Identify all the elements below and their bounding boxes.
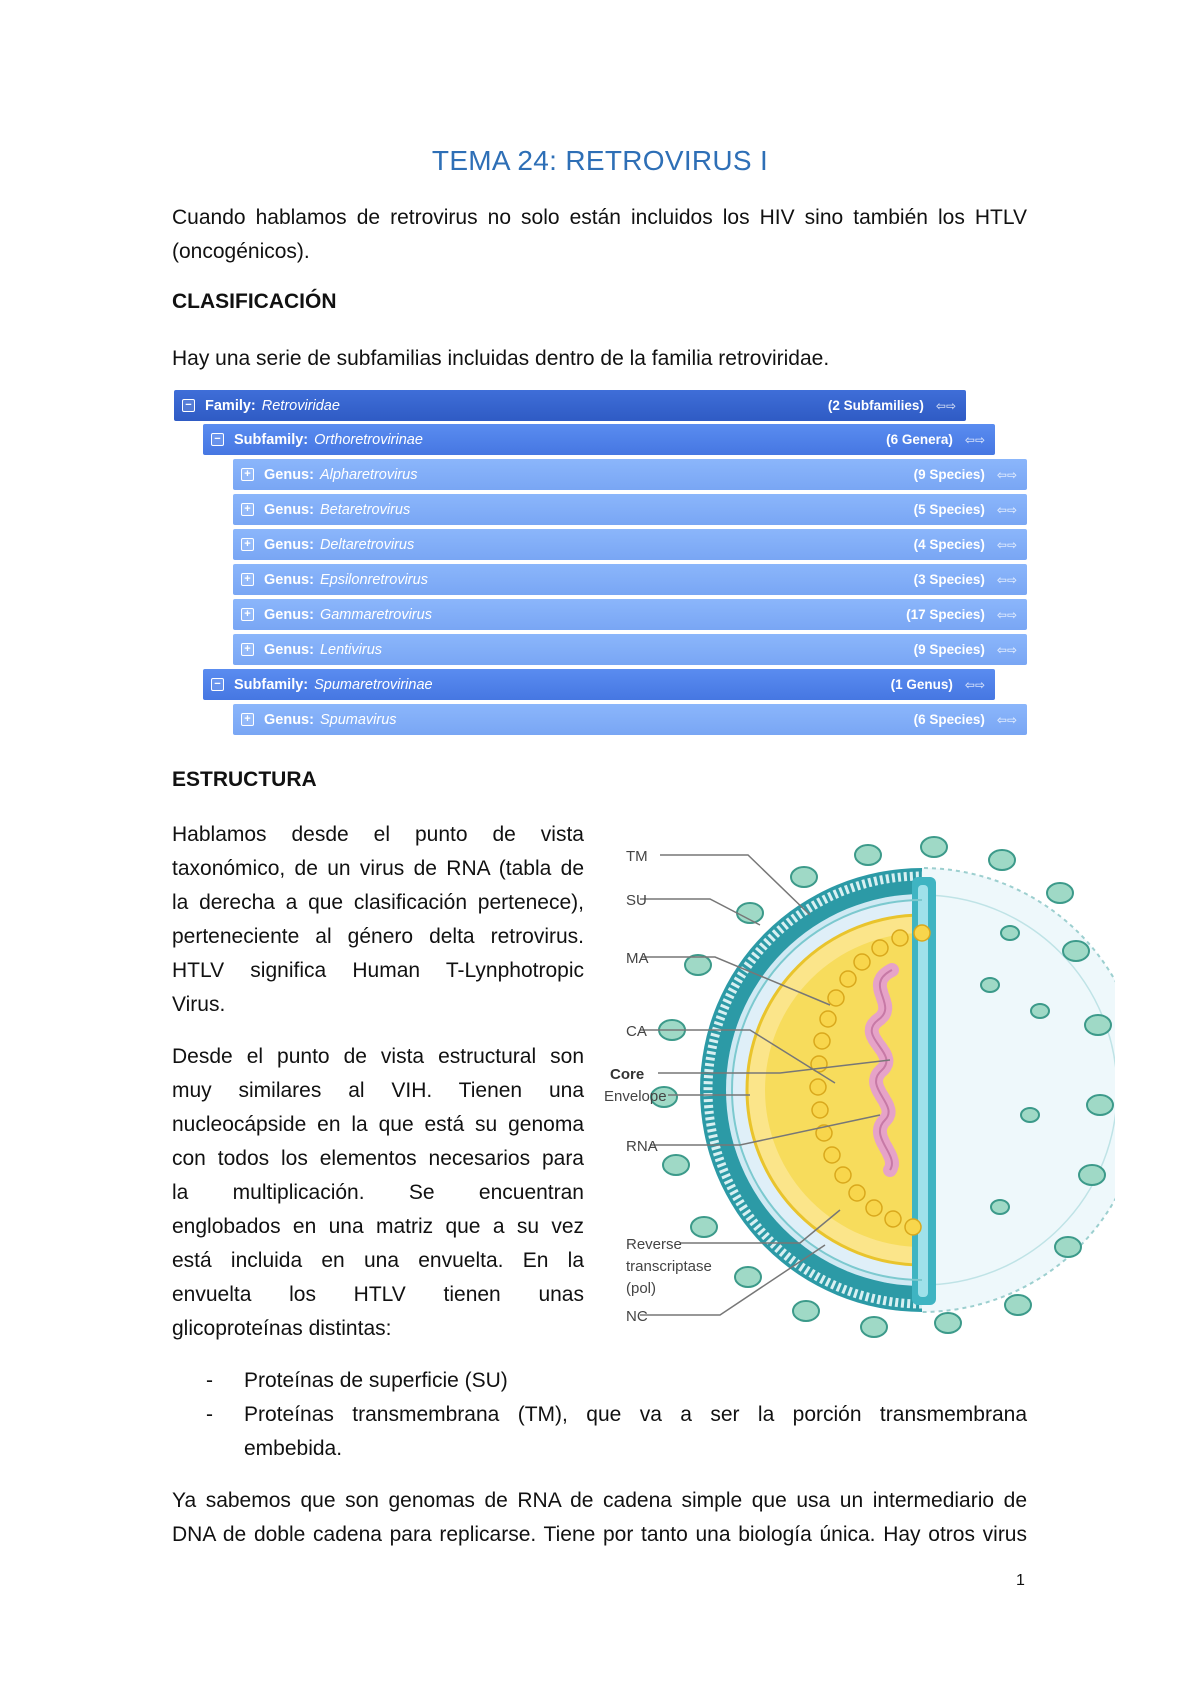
collapse-icon[interactable]: − <box>182 399 195 412</box>
expand-icon[interactable]: + <box>241 608 254 621</box>
rank-label: Genus: <box>264 466 314 483</box>
label-ma: MA <box>626 950 649 967</box>
page-number: 1 <box>1016 1572 1025 1589</box>
taxonomy-row-genus[interactable] <box>233 599 1027 630</box>
estructura-p2-line: está incluida en una envuelta. En la <box>172 1249 584 1272</box>
taxon-name: Lentivirus <box>319 641 383 658</box>
taxon-name: Deltaretrovirus <box>319 536 415 553</box>
rank-label: Genus: <box>264 536 314 553</box>
taxonomy-row-genus[interactable] <box>233 529 1027 560</box>
page-title: TEMA 24: RETROVIRUS I <box>431 145 769 176</box>
expand-icon[interactable]: + <box>241 503 254 516</box>
nav-arrows-icon[interactable]: ⇦⇨ <box>996 572 1017 587</box>
collapse-icon[interactable]: − <box>211 433 224 446</box>
expand-icon[interactable]: + <box>241 538 254 551</box>
rank-label: Subfamily: <box>234 431 309 448</box>
clasificacion-text: Hay una serie de subfamilias incluidas dentro de la familia retroviridae. <box>172 347 830 370</box>
rank-label: Family: <box>205 397 256 414</box>
rank-label: Genus: <box>264 501 314 518</box>
nav-arrows-icon[interactable]: ⇦⇨ <box>964 432 985 447</box>
label-su: SU <box>626 892 647 909</box>
estructura-p2-line: glicoproteínas distintas: <box>172 1317 392 1340</box>
taxonomy-row-subfamily[interactable] <box>203 424 995 455</box>
bullet-text: Proteínas transmembrana (TM), que va a ser la porción transmembrana <box>244 1403 1027 1426</box>
bullet-dash: - <box>206 1369 213 1392</box>
taxon-name: Gammaretrovirus <box>319 606 432 623</box>
label-ca: CA <box>626 1023 647 1040</box>
taxon-count: (9 Species) <box>913 642 985 657</box>
estructura-p1-line: perteneciente al género delta retrovirus. <box>172 925 584 948</box>
taxon-name: Alpharetrovirus <box>319 466 418 483</box>
rank-label: Genus: <box>264 711 314 728</box>
nav-arrows-icon[interactable]: ⇦⇨ <box>996 607 1017 622</box>
taxon-count: (1 Genus) <box>890 677 953 692</box>
estructura-p1-line: HTLV significa Human T-Lynphotropic <box>172 959 584 982</box>
nav-arrows-icon[interactable]: ⇦⇨ <box>996 502 1017 517</box>
estructura-p1-line: la derecha a que clasificación pertenece), <box>172 891 584 914</box>
collapse-icon[interactable]: − <box>211 678 224 691</box>
label-tm: TM <box>626 848 648 865</box>
taxon-count: (5 Species) <box>913 502 985 517</box>
taxonomy-row-subfamily[interactable] <box>203 669 995 700</box>
estructura-p2-line: la multiplicación. Se encuentran <box>172 1181 584 1204</box>
rank-label: Subfamily: <box>234 676 309 693</box>
taxonomy-row-genus[interactable] <box>233 494 1027 525</box>
expand-icon[interactable]: + <box>241 643 254 656</box>
rank-label: Genus: <box>264 641 314 658</box>
nav-arrows-icon[interactable]: ⇦⇨ <box>996 537 1017 552</box>
section-heading-clasificacion: CLASIFICACIÓN <box>172 290 337 313</box>
nav-arrows-icon[interactable]: ⇦⇨ <box>935 398 956 413</box>
expand-icon[interactable]: + <box>241 573 254 586</box>
intro-line-2: (oncogénicos). <box>172 240 310 263</box>
bullet-text: Proteínas de superficie (SU) <box>244 1369 508 1392</box>
estructura-p1-line: taxonómico, de un virus de RNA (tabla de <box>172 857 584 880</box>
taxon-name: Spumavirus <box>319 711 397 728</box>
label-core: Core <box>610 1066 645 1083</box>
taxonomy-table <box>172 390 1027 742</box>
taxonomy-row-genus[interactable] <box>233 564 1027 595</box>
estructura-p3-line: Ya sabemos que son genomas de RNA de cadena simple que usa un intermediario de <box>172 1489 1027 1512</box>
estructura-p2-line: nucleocápside en la que está su genoma <box>172 1113 584 1136</box>
nav-arrows-icon[interactable]: ⇦⇨ <box>996 642 1017 657</box>
taxonomy-row-genus[interactable] <box>233 634 1027 665</box>
label-nc: NC <box>626 1308 648 1325</box>
bullet-dash: - <box>206 1403 213 1426</box>
taxon-count: (3 Species) <box>913 572 985 587</box>
label-reverse: Reverse <box>626 1236 682 1253</box>
taxon-count: (9 Species) <box>913 467 985 482</box>
nav-arrows-icon[interactable]: ⇦⇨ <box>964 677 985 692</box>
expand-icon[interactable]: + <box>241 468 254 481</box>
taxon-name: Orthoretrovirinae <box>314 431 423 448</box>
estructura-p2-line: englobados en una matriz que a su vez <box>172 1215 584 1238</box>
estructura-p2-line: envuelta los HTLV tienen unas <box>172 1283 584 1306</box>
taxon-count: (2 Subfamilies) <box>827 398 924 413</box>
estructura-p2-line: muy similares al VIH. Tienen una <box>172 1079 584 1102</box>
taxon-name: Retroviridae <box>261 397 340 414</box>
rank-label: Genus: <box>264 571 314 588</box>
estructura-p2-line: Desde el punto de vista estructural son <box>172 1045 584 1068</box>
expand-icon[interactable]: + <box>241 713 254 726</box>
bullet-text: embebida. <box>244 1437 343 1460</box>
intro-line-1: Cuando hablamos de retrovirus no solo están incluidos los HIV sino también los HTLV <box>172 206 1027 229</box>
label-transcriptase: transcriptase <box>626 1258 712 1275</box>
estructura-p1-line: Hablamos desde el punto de vista <box>172 823 584 846</box>
taxon-count: (17 Species) <box>906 607 985 622</box>
nav-arrows-icon[interactable]: ⇦⇨ <box>996 712 1017 727</box>
label-envelope: Envelope <box>604 1088 667 1105</box>
label-pol: (pol) <box>626 1280 657 1297</box>
taxonomy-row-family[interactable] <box>174 390 966 421</box>
taxonomy-row-genus[interactable] <box>233 459 1027 490</box>
taxon-count: (4 Species) <box>913 537 985 552</box>
rank-label: Genus: <box>264 606 314 623</box>
nav-arrows-icon[interactable]: ⇦⇨ <box>996 467 1017 482</box>
taxon-count: (6 Species) <box>913 712 985 727</box>
section-heading-estructura: ESTRUCTURA <box>172 768 317 791</box>
htlv-virion-diagram <box>600 815 1115 1360</box>
estructura-p1-line: Virus. <box>172 993 226 1016</box>
taxon-name: Spumaretrovirinae <box>314 676 433 693</box>
label-rna: RNA <box>626 1138 658 1155</box>
estructura-p3-line: DNA de doble cadena para replicarse. Tiene por tanto una biología única. Hay otros virus <box>172 1523 1027 1546</box>
estructura-p2-line: con todos los elementos necesarios para <box>172 1147 584 1170</box>
diagram-labels <box>604 848 712 1325</box>
taxon-name: Betaretrovirus <box>319 501 411 518</box>
taxon-count: (6 Genera) <box>886 432 953 447</box>
taxon-name: Epsilonretrovirus <box>319 571 428 588</box>
taxonomy-row-genus[interactable] <box>233 704 1027 735</box>
